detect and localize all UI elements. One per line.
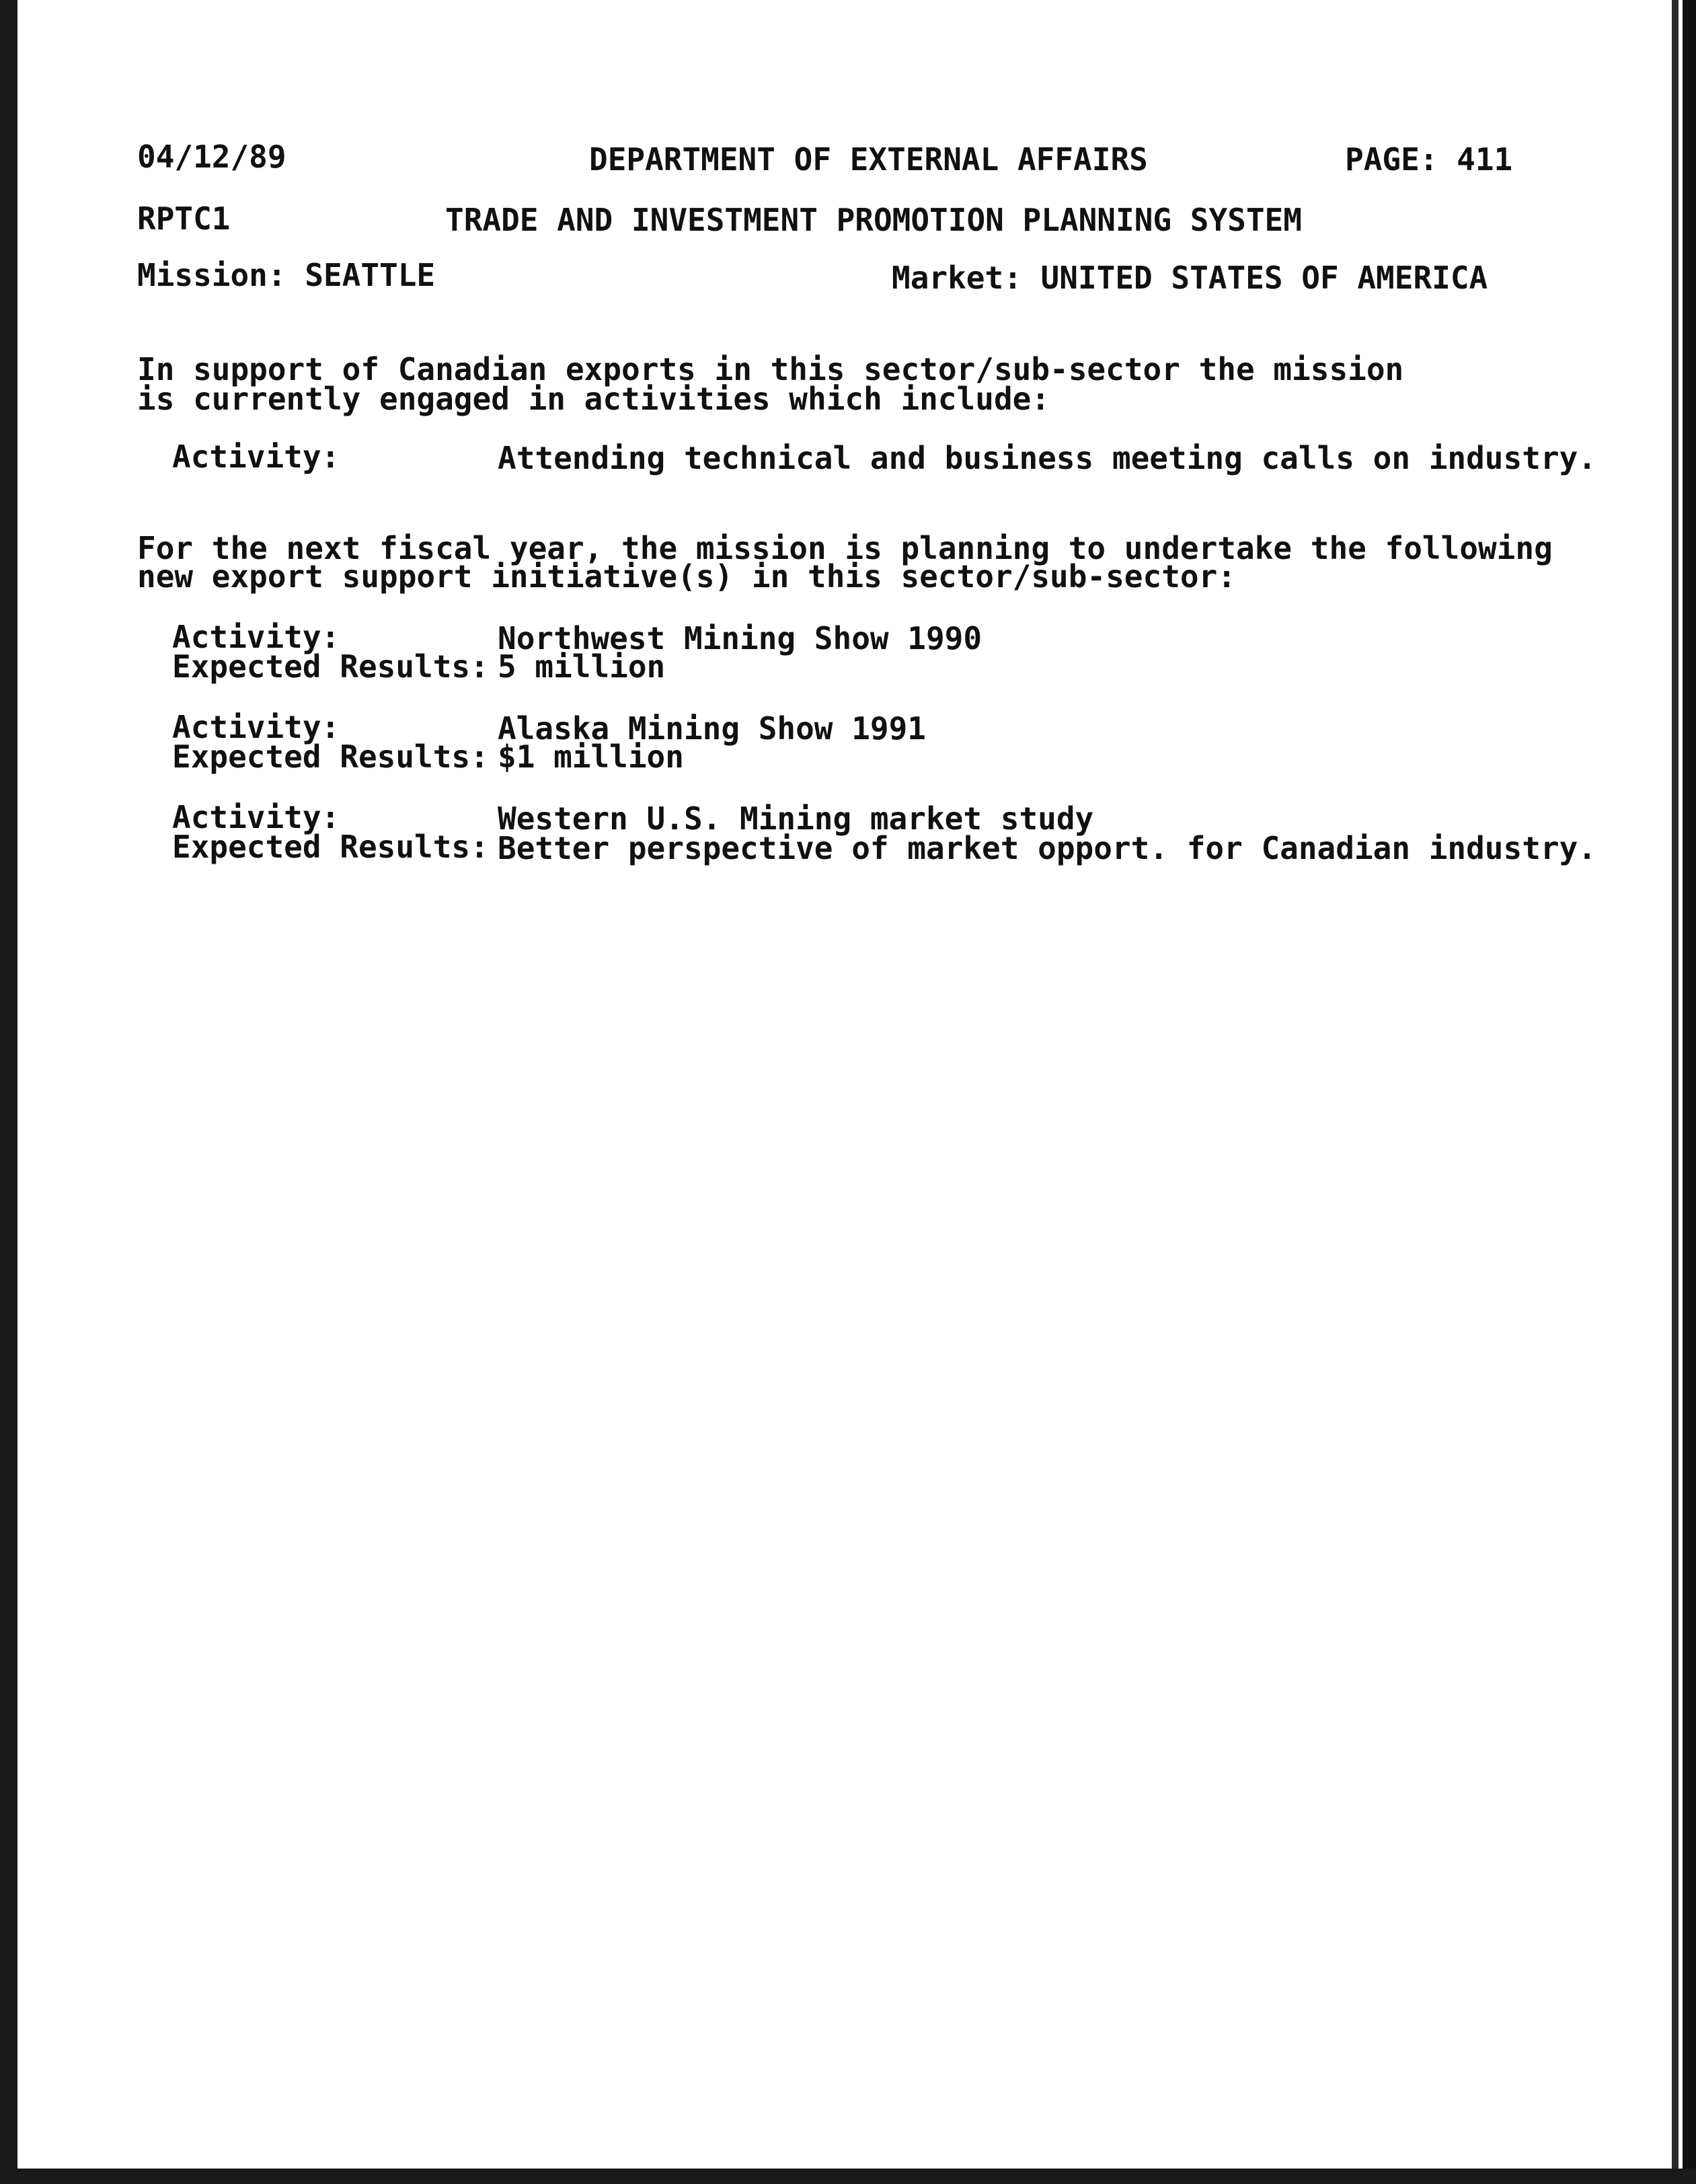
next-activity-value-3: Western U.S. Mining market study xyxy=(498,800,1094,837)
market: Market: UNITED STATES OF AMERICA xyxy=(892,260,1488,296)
expected-results-label-2: Expected Results: xyxy=(172,739,489,775)
next-intro-line-2: new export support initiative(s) in this sector/sub-sector: xyxy=(137,558,1236,595)
scan-border-right-inner xyxy=(1672,0,1679,2184)
mission: Mission: SEATTLE xyxy=(137,257,436,293)
current-activity-label: Activity: xyxy=(172,439,340,475)
expected-results-label-1: Expected Results: xyxy=(172,648,489,685)
system-title: TRADE AND INVESTMENT PROMOTION PLANNING SYSTEM xyxy=(445,202,1302,238)
next-activity-label-1: Activity: xyxy=(172,619,340,655)
report-date: 04/12/89 xyxy=(137,139,286,175)
scan-border-bottom xyxy=(0,2169,1696,2184)
expected-results-label-3: Expected Results: xyxy=(172,829,489,865)
current-intro-line-1: In support of Canadian exports in this sector/sub-sector the mission xyxy=(137,351,1404,387)
next-intro-line-1: For the next fiscal year, the mission is planning to undertake the following xyxy=(137,530,1553,566)
report-id: RPTC1 xyxy=(137,200,231,237)
expected-results-value-2: $1 million xyxy=(498,739,684,775)
next-activity-label-3: Activity: xyxy=(172,799,340,835)
expected-results-value-1: 5 million xyxy=(498,648,666,685)
next-activity-label-2: Activity: xyxy=(172,709,340,745)
department-title: DEPARTMENT OF EXTERNAL AFFAIRS xyxy=(589,141,1148,178)
scan-border-right xyxy=(1683,0,1696,2184)
scan-border-left xyxy=(0,0,17,2184)
page-number: PAGE: 411 xyxy=(1345,141,1513,178)
current-activity-value: Attending technical and business meeting calls on industry. xyxy=(498,440,1596,476)
next-activity-value-1: Northwest Mining Show 1990 xyxy=(498,620,982,656)
next-activity-value-2: Alaska Mining Show 1991 xyxy=(498,710,926,747)
expected-results-value-3: Better perspective of market opport. for Canadian industry. xyxy=(498,830,1596,866)
current-intro-line-2: is currently engaged in activities which include: xyxy=(137,381,1050,417)
